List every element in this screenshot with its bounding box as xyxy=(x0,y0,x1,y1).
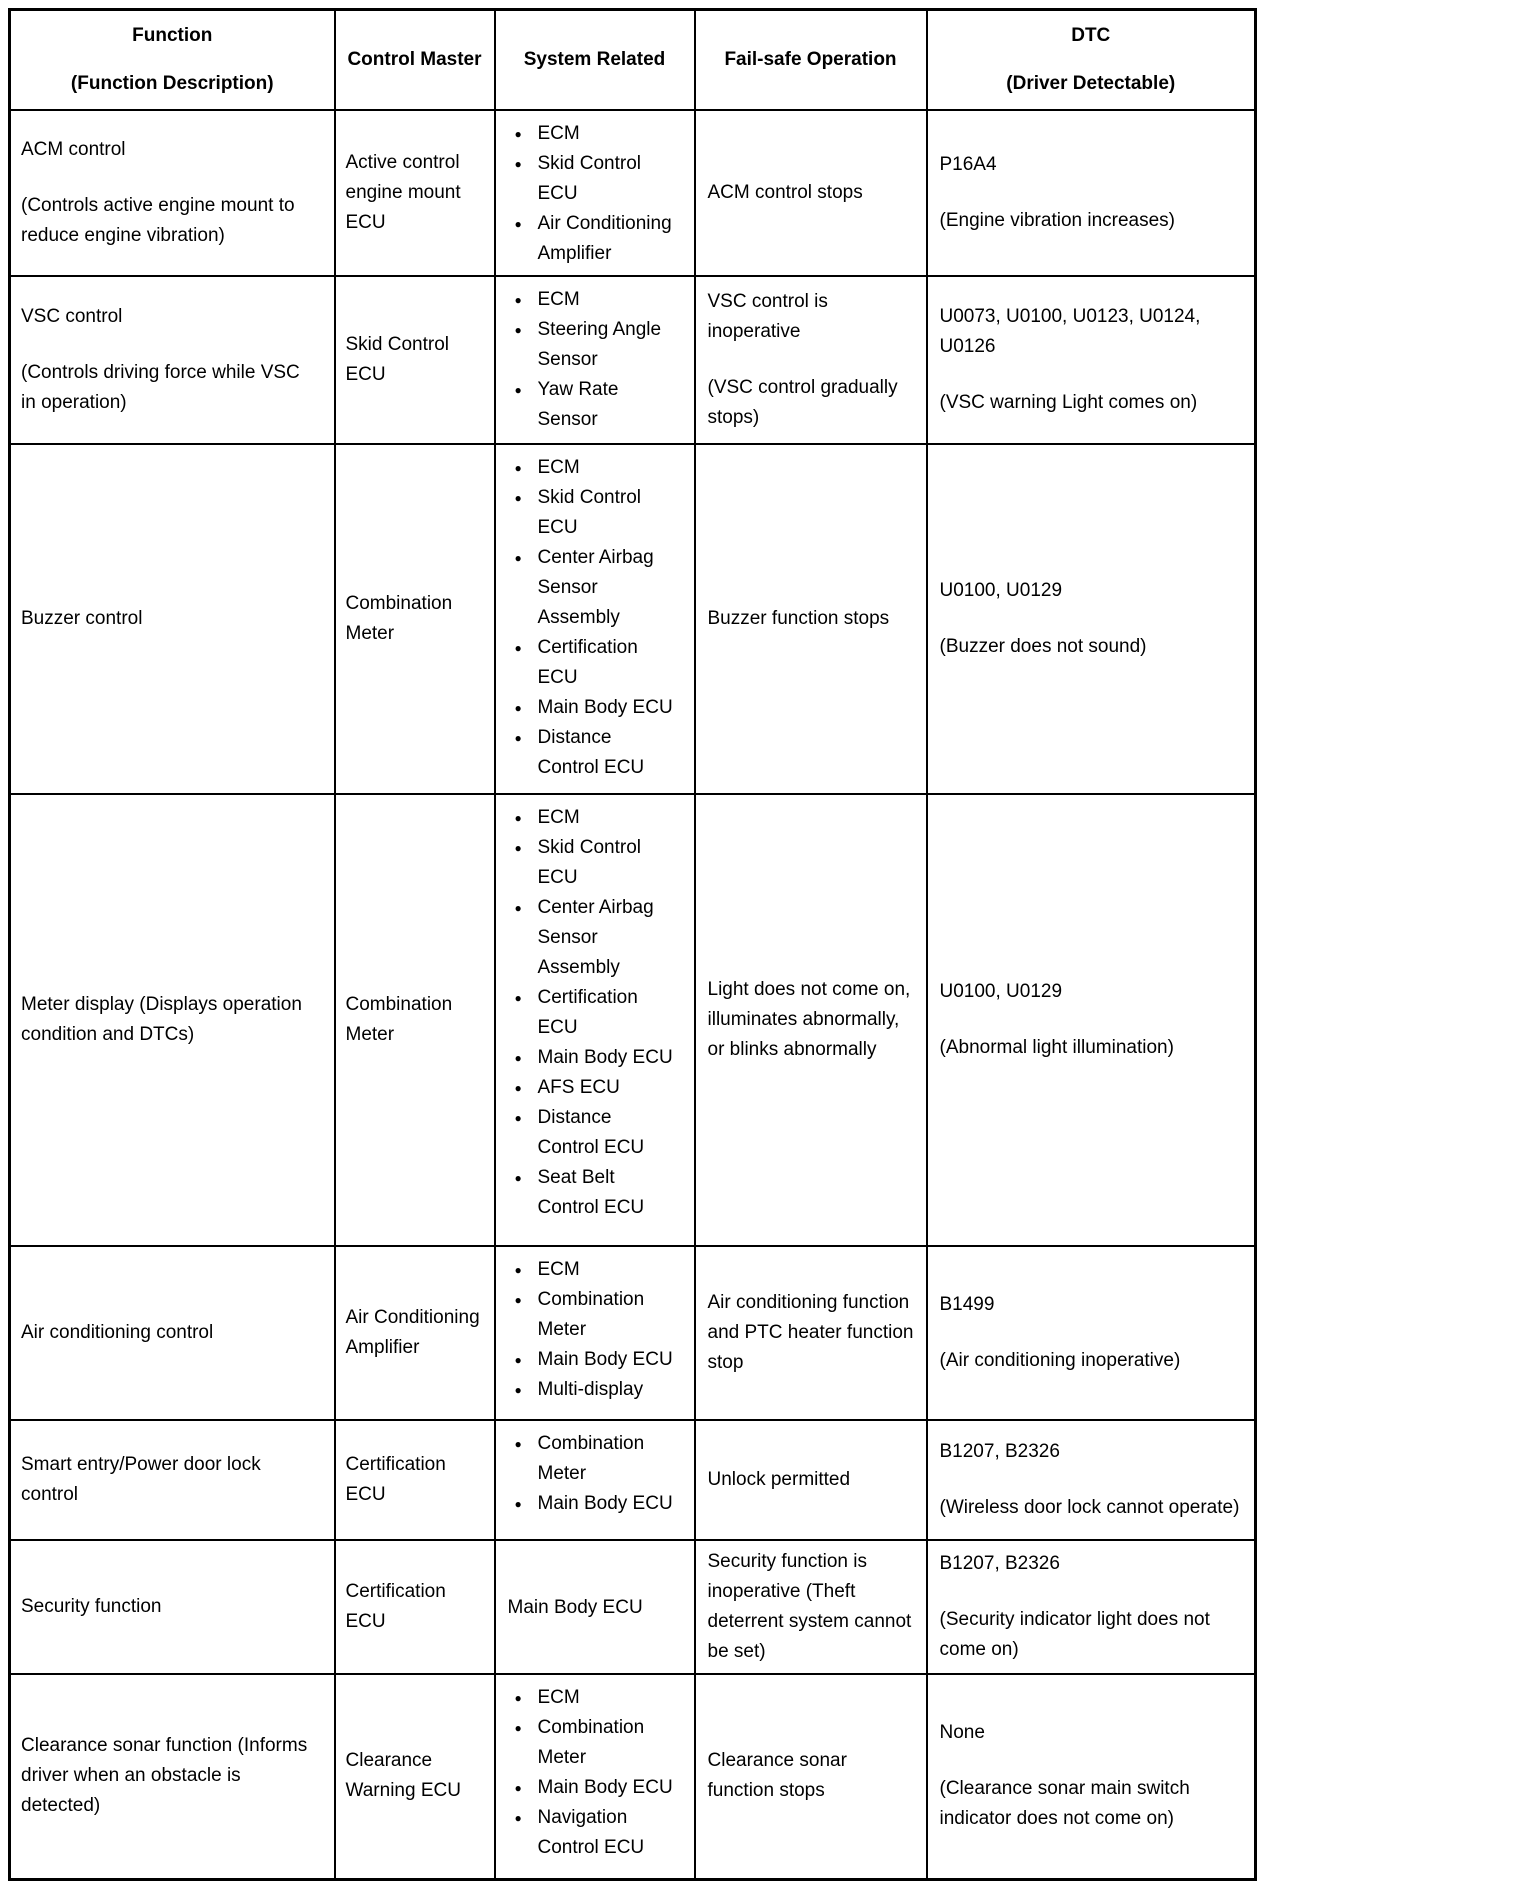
system-related-item: ● Skid Control ECU xyxy=(512,149,676,209)
system-related-item: ● Center Airbag Sensor Assembly xyxy=(512,893,676,983)
header-control-master: Control Master xyxy=(335,10,495,110)
dtc-cell xyxy=(927,110,1256,276)
system-related-item: ● ECM xyxy=(512,803,676,833)
system-related-item: ● Multi-display xyxy=(512,1375,676,1405)
control-master-text: Certification ECU xyxy=(345,1453,446,1505)
function-text: ACM control xyxy=(21,138,126,160)
system-related-item: ● Distance Control ECU xyxy=(512,723,676,783)
control-master-cell xyxy=(335,444,495,794)
system-related-cell xyxy=(495,1540,695,1674)
table-row xyxy=(10,1420,1256,1540)
function-text: (Controls driving force while VSC in operation) xyxy=(21,361,300,413)
system-related-item: ● Steering Angle Sensor xyxy=(512,315,676,375)
dtc-text: B1207, B2326 xyxy=(939,1440,1060,1462)
fail-safe-chart-table xyxy=(8,8,1257,1881)
fail-safe-cell xyxy=(695,794,927,1246)
control-master-cell xyxy=(335,1246,495,1420)
fail-safe-text: Unlock permitted xyxy=(707,1468,851,1490)
table-row xyxy=(10,110,1256,276)
header-system-related: System Related xyxy=(495,10,695,110)
control-master-text: Active control engine mount ECU xyxy=(345,151,461,233)
system-related-item: ● ECM xyxy=(512,453,676,483)
system-related-cell xyxy=(495,794,695,1246)
dtc-text: (Security indicator light does not come on) xyxy=(939,1608,1210,1660)
system-related-cell xyxy=(495,444,695,794)
system-related-item: ● Certification ECU xyxy=(512,633,676,693)
dtc-cell xyxy=(927,444,1256,794)
table-row xyxy=(10,1246,1256,1420)
dtc-text: U0073, U0100, U0123, U0124, U0126 xyxy=(939,305,1201,357)
dtc-text: B1499 xyxy=(939,1293,995,1315)
header-dtc xyxy=(927,10,1256,110)
function-cell xyxy=(10,444,335,794)
fail-safe-cell xyxy=(695,1420,927,1540)
system-related-item: ● ECM xyxy=(512,285,676,315)
function-cell xyxy=(10,1674,335,1880)
header-fail-safe: Fail-safe Operation xyxy=(695,10,927,110)
header-function-title: Function xyxy=(132,24,213,46)
dtc-cell xyxy=(927,1540,1256,1674)
header-function-subtitle: (Function Description) xyxy=(70,72,274,94)
fail-safe-text: Buzzer function stops xyxy=(707,607,890,629)
function-cell xyxy=(10,794,335,1246)
control-master-cell xyxy=(335,110,495,276)
control-master-text: Air Conditioning Amplifier xyxy=(345,1306,480,1358)
system-related-item: ● Seat Belt Control ECU xyxy=(512,1163,676,1223)
function-cell xyxy=(10,1420,335,1540)
dtc-text: (Engine vibration increases) xyxy=(939,209,1176,231)
system-related-item: ● Main Body ECU xyxy=(512,1489,676,1519)
dtc-cell xyxy=(927,1420,1256,1540)
function-cell xyxy=(10,1540,335,1674)
system-related-item: ● Main Body ECU xyxy=(512,1345,676,1375)
system-related-cell xyxy=(495,1674,695,1880)
system-related-item: ● ECM xyxy=(512,119,676,149)
dtc-cell xyxy=(927,276,1256,444)
function-text: Security function xyxy=(21,1595,162,1617)
fail-safe-text: ACM control stops xyxy=(707,181,863,203)
fail-safe-text: (VSC control gradually stops) xyxy=(707,376,898,428)
system-related-item: ● Navigation Control ECU xyxy=(512,1803,676,1863)
dtc-cell xyxy=(927,794,1256,1246)
control-master-text: Certification ECU xyxy=(345,1580,446,1632)
system-related-cell xyxy=(495,276,695,444)
control-master-cell xyxy=(335,1540,495,1674)
system-related-cell xyxy=(495,1246,695,1420)
control-master-text: Combination Meter xyxy=(345,993,453,1045)
system-related-item: ● ECM xyxy=(512,1683,676,1713)
control-master-text: Clearance Warning ECU xyxy=(345,1750,461,1802)
header-dtc-subtitle: (Driver Detectable) xyxy=(1006,72,1176,94)
system-related-item: ● ECM xyxy=(512,1255,676,1285)
dtc-text: B1207, B2326 xyxy=(939,1552,1060,1574)
system-related-text: Main Body ECU xyxy=(507,1596,643,1618)
dtc-text: (Buzzer does not sound) xyxy=(939,635,1147,657)
control-master-cell xyxy=(335,794,495,1246)
fail-safe-cell xyxy=(695,444,927,794)
control-master-cell xyxy=(335,1420,495,1540)
header-dtc-title: DTC xyxy=(1071,24,1111,46)
function-cell xyxy=(10,1246,335,1420)
system-related-item: ● Distance Control ECU xyxy=(512,1103,676,1163)
header-function xyxy=(10,10,335,110)
control-master-text: Combination Meter xyxy=(345,592,453,644)
dtc-cell xyxy=(927,1674,1256,1880)
system-related-item: ● Main Body ECU xyxy=(512,1773,676,1803)
system-related-item: ● Air Conditioning Amplifier xyxy=(512,209,676,269)
system-related-item: ● Main Body ECU xyxy=(512,1043,676,1073)
fail-safe-cell xyxy=(695,276,927,444)
fail-safe-text: Security function is inoperative (Theft deterrent system cannot be set) xyxy=(707,1550,912,1662)
system-related-cell xyxy=(495,1420,695,1540)
function-text: Air conditioning control xyxy=(21,1321,214,1343)
function-cell xyxy=(10,110,335,276)
control-master-cell xyxy=(335,276,495,444)
table-row xyxy=(10,276,1256,444)
fail-safe-text: VSC control is inoperative xyxy=(707,290,828,342)
system-related-item: ● Skid Control ECU xyxy=(512,483,676,543)
function-text: VSC control xyxy=(21,305,123,327)
fail-safe-text: Air conditioning function and PTC heater function stop xyxy=(707,1291,914,1373)
system-related-item: ● Combination Meter xyxy=(512,1429,676,1489)
dtc-cell xyxy=(927,1246,1256,1420)
dtc-text: (Air conditioning inoperative) xyxy=(939,1349,1181,1371)
dtc-text: None xyxy=(939,1722,985,1744)
function-text: Meter display (Displays operation condition and DTCs) xyxy=(21,993,302,1045)
dtc-text: U0100, U0129 xyxy=(939,980,1063,1002)
system-related-item: ● Yaw Rate Sensor xyxy=(512,375,676,435)
system-related-item: ● Certification ECU xyxy=(512,983,676,1043)
table-row xyxy=(10,794,1256,1246)
dtc-text: (Clearance sonar main switch indicator does not come on) xyxy=(939,1778,1190,1830)
fail-safe-text: Light does not come on, illuminates abnormally, or blinks abnormally xyxy=(707,978,911,1060)
function-text: Smart entry/Power door lock control xyxy=(21,1453,261,1505)
fail-safe-cell xyxy=(695,1540,927,1674)
control-master-text: Skid Control ECU xyxy=(345,333,449,385)
table-row xyxy=(10,1540,1256,1674)
function-text: Buzzer control xyxy=(21,607,143,629)
function-text: (Controls active engine mount to reduce engine vibration) xyxy=(21,194,295,246)
table-row xyxy=(10,444,1256,794)
function-text: Clearance sonar function (Informs driver when an obstacle is detected) xyxy=(21,1735,308,1817)
fail-safe-text: Clearance sonar function stops xyxy=(707,1750,847,1802)
table-header-row xyxy=(10,10,1256,110)
system-related-cell xyxy=(495,110,695,276)
system-related-item: ● Combination Meter xyxy=(512,1285,676,1345)
control-master-cell xyxy=(335,1674,495,1880)
dtc-text: P16A4 xyxy=(939,153,997,175)
table-row xyxy=(10,1674,1256,1880)
system-related-item: ● Skid Control ECU xyxy=(512,833,676,893)
dtc-text: (Abnormal light illumination) xyxy=(939,1036,1174,1058)
system-related-item: ● Combination Meter xyxy=(512,1713,676,1773)
fail-safe-cell xyxy=(695,1674,927,1880)
fail-safe-cell xyxy=(695,1246,927,1420)
fail-safe-cell xyxy=(695,110,927,276)
function-cell xyxy=(10,276,335,444)
system-related-item: ● Center Airbag Sensor Assembly xyxy=(512,543,676,633)
dtc-text: (Wireless door lock cannot operate) xyxy=(939,1496,1240,1518)
dtc-text: U0100, U0129 xyxy=(939,579,1063,601)
dtc-text: (VSC warning Light comes on) xyxy=(939,391,1198,413)
system-related-item: ● AFS ECU xyxy=(512,1073,676,1103)
system-related-item: ● Main Body ECU xyxy=(512,693,676,723)
